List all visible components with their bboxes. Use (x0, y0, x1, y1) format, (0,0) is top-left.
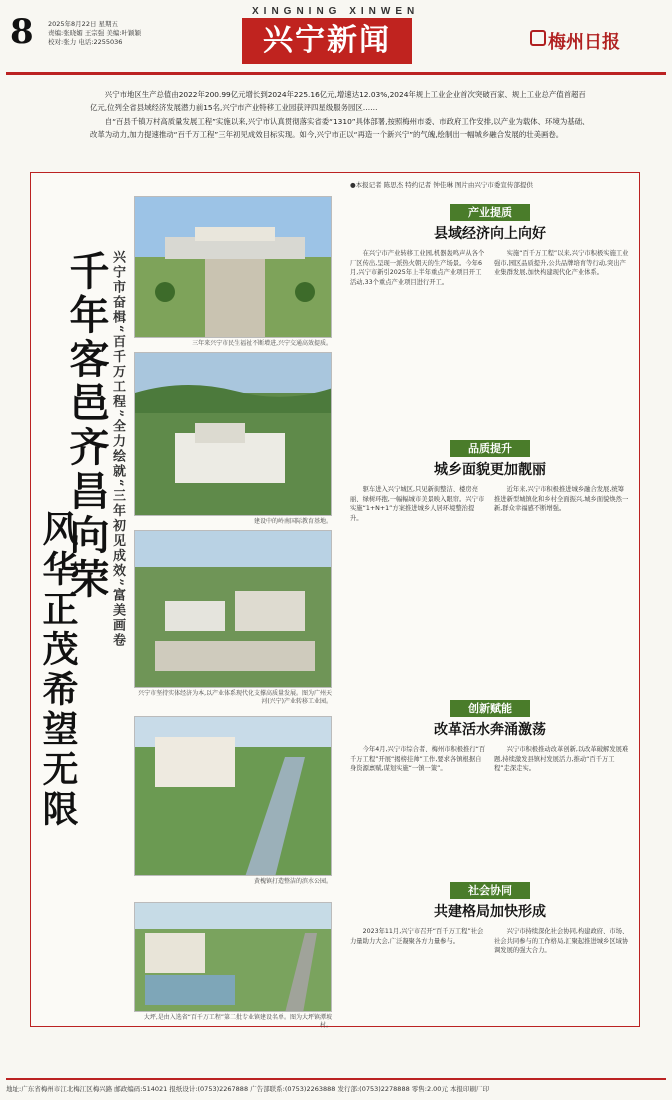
photo-caption-1: 三年来兴宁市民生福祉不断增进,兴宁交通高效提质。 (192, 340, 332, 347)
page-header (6, 4, 666, 68)
byline: ●本报记者 陈思杰 特约记者 钟佳琳 图片由兴宁市委宣传部提供 (350, 181, 533, 189)
newspaper-logo-icon (530, 30, 546, 46)
issue-meta: 2025年8月22日 星期五 责编:张晓媚 王宗强 美编:叶颖颖 校对:张力 电话:2255036 (48, 20, 142, 46)
section-title: 共建格局加快形成 (434, 904, 546, 920)
page-number: 8 (10, 12, 34, 52)
subtitle: 兴宁市奋楫“百千万工程”全力绘就“三年初见成效”富美画卷 (110, 250, 125, 648)
page-footer: 地址:广东省梅州市江北梅江区梅兴路 邮政编码:514021 报纸设计:(0753)2267888 广告部联系:(0753)2263888 发行部:(0753)2278888 零售:2.00元 本报印刷厂印 (6, 1078, 666, 1093)
photo-education-base (134, 352, 332, 516)
section-tag: 社会协同 (450, 882, 530, 899)
section-pinyin: XINGNING XINWEN (252, 6, 420, 17)
photo-industrial-park (134, 530, 332, 688)
photo-caption-4: 黄槐镇打造整洁的滨水公园。 (253, 878, 332, 885)
section-title: 改革活水奔涌激荡 (434, 722, 546, 738)
section-title: 县域经济向上向好 (434, 226, 546, 242)
photo-village (134, 902, 332, 1012)
section-industry: 产业提质 县域经济向上向好 在兴宁市产业转移工业园,机器轰鸣声从各个厂区传出,呈现一派热火朝天的生产场景。今年6月,兴宁市新引2025年上半年重点产业项目开工活动,33个重点产业项目进行开工。 实施“百千万工程”以来,兴宁市积极实施工业强市,园区品质提升,公共品牌培育等行动,突出产业集群发展,加快构建现代化产业体系。 (350, 206, 629, 286)
main-title-line2: 风华正茂希望无限 (37, 510, 79, 830)
photo-city-square (134, 196, 332, 338)
lead-paragraph: 兴宁市地区生产总值由2022年200.99亿元增长到2024年225.16亿元,增速达12.03%,2024年规上工业企业首次突破百家、规上工业总产值首超百亿元,位列全省县域经济发展潜力前15名,兴宁市产业特移工业园获评四星级服务园区…… 自“百县千镇万村高质量发展工程”实施以来,兴宁市认真贯彻落实省委“1310”具体部署,按照梅州市委、市政府工作安排,以产业为载体、环境为基础、改革为动力,加力提速推动“百千万工程”三年初见成效目标实现。如今,兴宁市正以“再造一个新兴宁”的气魄,绘制出一幅城乡融合发展的壮美画卷。 (90, 90, 590, 139)
photo-caption-2: 建设中的岭南国际教育基地。 (253, 518, 332, 525)
photo-caption-3: 兴宁市坚持实体经济为本,以产业体系现代化支撑高质量发展。图为广州天河(兴宁)产业转移工业园。 (138, 690, 332, 705)
newspaper-name: 梅州日报 (548, 32, 620, 53)
section-tag: 创新赋能 (450, 700, 530, 717)
section-tag: 品质提升 (450, 440, 530, 457)
photo-waterfront-park (134, 716, 332, 876)
section-social: 社会协同 共建格局加快形成 2023年11月,兴宁市召开“百千万工程”社会力量助力大会,广泛凝聚各方力量参与。 兴宁市持续深化社会协同,构建政府、市场、社会共同参与的工作格局,汇聚起推进城乡区域协调发展的强大合力。 (350, 884, 629, 955)
section-title: 城乡面貌更加靓丽 (434, 462, 546, 478)
photo-caption-5: 大坪,是由入选省“百千万工程”第二批专业镇建设名单。图为大坪镇潭坡村。 (143, 1014, 332, 1029)
main-title-line1: 千年客邑齐昌向荣 (63, 250, 110, 602)
section-banner: 兴宁新闻 (242, 18, 412, 64)
section-quality: 品质提升 城乡面貌更加靓丽 驱车进入兴宁城区,只见新街整洁、楼房亮丽、绿树环抱,一幅幅城市美景映入眼帘。兴宁市实施“1+N+1”方案推进城乡人居环境整治提升。 近年来,兴宁市积极推进城乡融合发展,统筹推进新型城镇化和乡村全面振兴,城乡面貌焕然一新,群众幸福感不断增强。 (350, 442, 629, 522)
header-rule (6, 72, 666, 75)
section-innovation: 创新赋能 改革活水奔涌激荡 今年4月,兴宁市综合者、梅州市积极推行“百千万工程”开展“揭榜挂帅”工作,要求各镇根据自身资源禀赋,谋划实施“一镇一策”。 兴宁市积极推动改革创新,以改革破解发展难题,持续激发县镇村发展活力,推动“百千万工程”走深走实。 (350, 702, 629, 773)
section-tag: 产业提质 (450, 204, 530, 221)
